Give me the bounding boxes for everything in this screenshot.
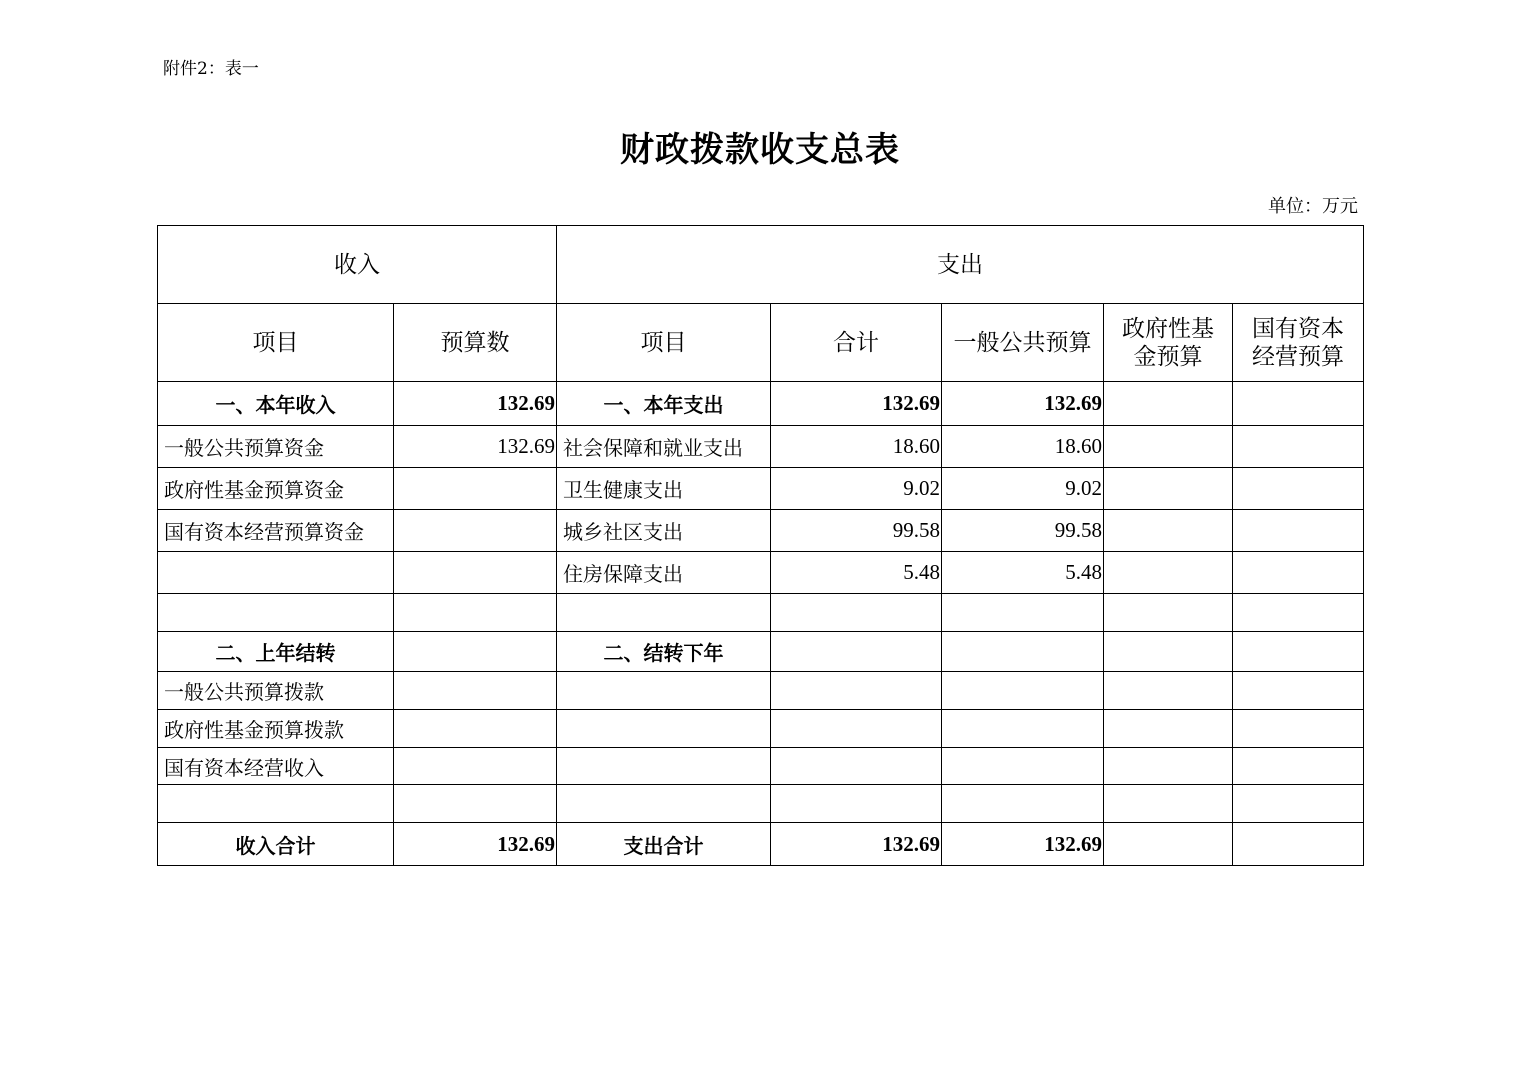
total-cell: 5.48 (771, 552, 942, 594)
expense-item-cell (557, 710, 771, 748)
income-item-header: 项目 (158, 304, 394, 382)
income-budget-cell: 132.69 (394, 382, 557, 426)
state-capital-header (1233, 304, 1364, 382)
expense-total-label: 支出合计 (557, 823, 771, 866)
state-cell (1233, 748, 1364, 785)
state-cell (1233, 710, 1364, 748)
income-budget-cell (394, 468, 557, 510)
expense-item-cell (557, 785, 771, 823)
attachment-label: 附件2：表一 (163, 59, 259, 79)
income-budget-cell (394, 748, 557, 785)
general-cell (942, 748, 1104, 785)
state-total-value (1233, 823, 1364, 866)
income-item-cell (158, 552, 394, 594)
fund-cell (1104, 748, 1233, 785)
table-row (158, 672, 1364, 710)
income-budget-cell (394, 594, 557, 632)
state-cell (1233, 594, 1364, 632)
fund-cell (1104, 382, 1233, 426)
income-item-cell: 国有资本经营预算资金 (158, 510, 394, 552)
income-item-cell: 政府性基金预算资金 (158, 468, 394, 510)
fund-cell (1104, 632, 1233, 672)
fund-header-line1: 政府性基 (1122, 315, 1214, 342)
general-budget-header: 一般公共预算 (942, 304, 1104, 382)
state-header-line2: 经营预算 (1252, 343, 1345, 370)
income-total-label: 收入合计 (158, 823, 394, 866)
total-cell (771, 748, 942, 785)
table-row (158, 785, 1364, 823)
general-cell (942, 632, 1104, 672)
expense-total-value: 132.69 (771, 823, 942, 866)
table-row (158, 426, 1364, 468)
income-item-cell (158, 594, 394, 632)
expense-header: 支出 (557, 226, 1364, 304)
fund-cell (1104, 594, 1233, 632)
fund-cell (1104, 672, 1233, 710)
income-item-cell: 一般公共预算拨款 (158, 672, 394, 710)
expense-item-cell: 二、结转下年 (557, 632, 771, 672)
expense-item-header: 项目 (557, 304, 771, 382)
total-header: 合计 (771, 304, 942, 382)
income-budget-cell (394, 710, 557, 748)
general-cell (942, 594, 1104, 632)
income-item-cell: 政府性基金预算拨款 (158, 710, 394, 748)
income-budget-cell (394, 672, 557, 710)
fund-cell (1104, 552, 1233, 594)
general-cell: 99.58 (942, 510, 1104, 552)
expense-item-cell: 社会保障和就业支出 (557, 426, 771, 468)
state-cell (1233, 510, 1364, 552)
header-row-top (158, 226, 1364, 304)
general-cell: 9.02 (942, 468, 1104, 510)
table-row (158, 748, 1364, 785)
state-header-line1: 国有资本 (1252, 315, 1345, 342)
state-cell (1233, 552, 1364, 594)
table-row (158, 594, 1364, 632)
fund-total-value (1104, 823, 1233, 866)
fund-cell (1104, 510, 1233, 552)
total-cell: 99.58 (771, 510, 942, 552)
income-item-cell: 一、本年收入 (158, 382, 394, 426)
fund-budget-header (1104, 304, 1233, 382)
income-budget-cell (394, 785, 557, 823)
state-cell (1233, 672, 1364, 710)
income-item-cell: 二、上年结转 (158, 632, 394, 672)
fund-header-line2: 金预算 (1133, 343, 1203, 370)
income-total-value: 132.69 (394, 823, 557, 866)
expense-item-cell: 一、本年支出 (557, 382, 771, 426)
total-cell: 9.02 (771, 468, 942, 510)
total-cell (771, 594, 942, 632)
total-cell: 132.69 (771, 382, 942, 426)
unit-label: 单位：万元 (1268, 196, 1358, 217)
income-budget-cell (394, 510, 557, 552)
income-budget-cell (394, 552, 557, 594)
total-cell (771, 785, 942, 823)
fund-cell (1104, 468, 1233, 510)
total-cell (771, 632, 942, 672)
income-item-cell: 国有资本经营收入 (158, 748, 394, 785)
total-cell (771, 710, 942, 748)
expense-item-cell (557, 594, 771, 632)
general-cell (942, 785, 1104, 823)
general-cell (942, 672, 1104, 710)
table-row (158, 510, 1364, 552)
total-cell (771, 672, 942, 710)
fund-cell (1104, 426, 1233, 468)
general-cell: 18.60 (942, 426, 1104, 468)
fund-cell (1104, 710, 1233, 748)
header-row-sub (158, 304, 1364, 382)
table-row (158, 632, 1364, 672)
table-row (158, 710, 1364, 748)
expense-item-cell (557, 672, 771, 710)
state-cell (1233, 632, 1364, 672)
income-header: 收入 (158, 226, 557, 304)
expense-item-cell: 城乡社区支出 (557, 510, 771, 552)
expense-item-cell: 卫生健康支出 (557, 468, 771, 510)
income-budget-cell (394, 632, 557, 672)
general-cell: 5.48 (942, 552, 1104, 594)
expense-item-cell: 住房保障支出 (557, 552, 771, 594)
table-row (158, 468, 1364, 510)
general-cell: 132.69 (942, 382, 1104, 426)
state-cell (1233, 426, 1364, 468)
income-budget-cell: 132.69 (394, 426, 557, 468)
income-item-cell: 一般公共预算资金 (158, 426, 394, 468)
income-budget-header: 预算数 (394, 304, 557, 382)
expense-item-cell (557, 748, 771, 785)
state-cell (1233, 785, 1364, 823)
fund-cell (1104, 785, 1233, 823)
general-cell (942, 710, 1104, 748)
table-row (158, 552, 1364, 594)
total-cell: 18.60 (771, 426, 942, 468)
state-cell (1233, 382, 1364, 426)
page-title: 财政拨款收支总表 (620, 130, 900, 170)
general-total-value: 132.69 (942, 823, 1104, 866)
income-item-cell (158, 785, 394, 823)
totals-row (158, 823, 1364, 866)
budget-table (157, 225, 1364, 866)
table-row (158, 382, 1364, 426)
state-cell (1233, 468, 1364, 510)
